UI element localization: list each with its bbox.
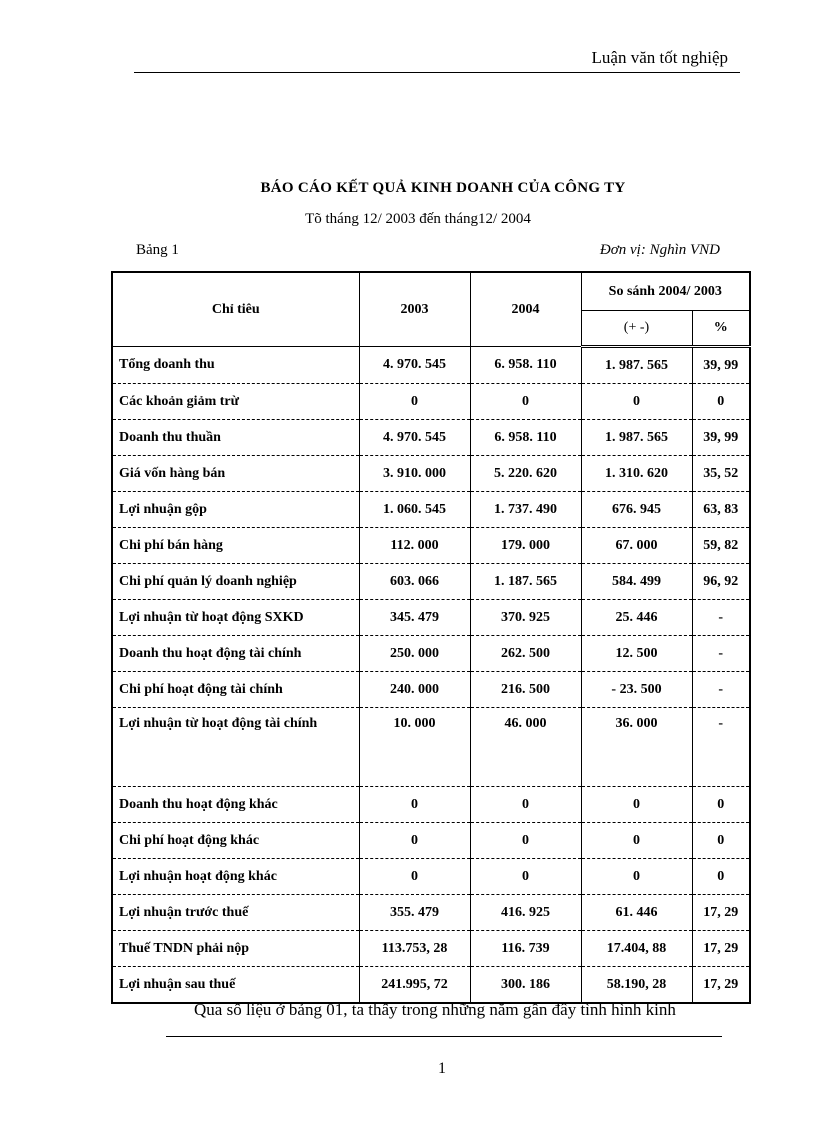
row-percent: 35, 52	[692, 456, 750, 492]
row-value-2004: 5. 220. 620	[470, 456, 581, 492]
table-row	[112, 564, 750, 600]
row-percent: 0	[692, 787, 750, 823]
row-indicator: Lợi nhuận gộp	[112, 492, 359, 528]
row-value-2004: 6. 958. 110	[470, 347, 581, 384]
row-indicator: Lợi nhuận hoạt động khác	[112, 859, 359, 895]
row-indicator: Các khoản giảm trừ	[112, 384, 359, 420]
header-difference: (+ -)	[581, 311, 692, 347]
row-value-2003: 113.753, 28	[359, 931, 470, 967]
row-difference: 25. 446	[581, 600, 692, 636]
header-percent: %	[692, 311, 750, 347]
row-value-2003: 4. 970. 545	[359, 347, 470, 384]
row-percent: 96, 92	[692, 564, 750, 600]
table-row	[112, 895, 750, 931]
row-value-2003: 112. 000	[359, 528, 470, 564]
row-difference: 0	[581, 787, 692, 823]
row-indicator: Doanh thu hoạt động khác	[112, 787, 359, 823]
table-row	[112, 384, 750, 420]
table-row	[112, 420, 750, 456]
row-difference: 58.190, 28	[581, 967, 692, 1004]
row-percent: -	[692, 600, 750, 636]
row-percent: 17, 29	[692, 967, 750, 1004]
row-indicator: Chi phí hoạt động tài chính	[112, 672, 359, 708]
unit-label: Đơn vị: Nghìn VND	[599, 242, 720, 258]
row-difference: 1. 310. 620	[581, 456, 692, 492]
table-row	[112, 859, 750, 895]
body-paragraph: Qua số liệu ở bảng 01, ta thấy trong những năm gần đây tình hình kinh	[194, 1000, 676, 1019]
row-indicator: Lợi nhuận sau thuế	[112, 967, 359, 1004]
running-header: Luận văn tốt nghiệp	[591, 48, 728, 67]
row-indicator: Lợi nhuận từ hoạt động tài chính	[112, 708, 359, 787]
row-percent: 39, 99	[692, 420, 750, 456]
row-value-2003: 0	[359, 787, 470, 823]
row-value-2003: 0	[359, 859, 470, 895]
row-indicator: Lợi nhuận trước thuế	[112, 895, 359, 931]
row-difference: 36. 000	[581, 708, 692, 787]
row-value-2003: 240. 000	[359, 672, 470, 708]
row-value-2003: 603. 066	[359, 564, 470, 600]
row-value-2003: 4. 970. 545	[359, 420, 470, 456]
row-indicator: Chi phí bán hàng	[112, 528, 359, 564]
row-difference: 12. 500	[581, 636, 692, 672]
row-value-2003: 3. 910. 000	[359, 456, 470, 492]
row-value-2004: 0	[470, 823, 581, 859]
row-indicator: Doanh thu thuần	[112, 420, 359, 456]
row-percent: 17, 29	[692, 895, 750, 931]
row-value-2004: 370. 925	[470, 600, 581, 636]
table-row	[112, 347, 750, 384]
row-difference: - 23. 500	[581, 672, 692, 708]
row-percent: 17, 29	[692, 931, 750, 967]
row-value-2003: 10. 000	[359, 708, 470, 787]
row-difference: 676. 945	[581, 492, 692, 528]
header-2003: 2003	[359, 272, 470, 347]
row-value-2004: 6. 958. 110	[470, 420, 581, 456]
row-value-2003: 0	[359, 823, 470, 859]
table-row	[112, 636, 750, 672]
row-indicator: Doanh thu hoạt động tài chính	[112, 636, 359, 672]
table-label: Bảng 1	[136, 242, 179, 258]
row-difference: 0	[581, 823, 692, 859]
row-difference: 584. 499	[581, 564, 692, 600]
row-indicator: Lợi nhuận từ hoạt động SXKD	[112, 600, 359, 636]
row-value-2004: 1. 187. 565	[470, 564, 581, 600]
row-value-2003: 345. 479	[359, 600, 470, 636]
row-value-2004: 216. 500	[470, 672, 581, 708]
row-value-2004: 46. 000	[470, 708, 581, 787]
row-value-2004: 0	[470, 384, 581, 420]
footer-rule	[166, 1036, 722, 1037]
row-percent: -	[692, 636, 750, 672]
row-percent: -	[692, 708, 750, 787]
header-2004: 2004	[470, 272, 581, 347]
table-row	[112, 708, 750, 787]
row-value-2004: 262. 500	[470, 636, 581, 672]
row-difference: 61. 446	[581, 895, 692, 931]
table-row	[112, 456, 750, 492]
row-value-2003: 1. 060. 545	[359, 492, 470, 528]
table-row	[112, 528, 750, 564]
row-difference: 0	[581, 384, 692, 420]
row-percent: 39, 99	[692, 347, 750, 384]
row-value-2004: 0	[470, 859, 581, 895]
row-value-2004: 0	[470, 787, 581, 823]
table-row	[112, 787, 750, 823]
row-indicator: Tổng doanh thu	[112, 347, 359, 384]
table-row	[112, 600, 750, 636]
row-value-2003: 241.995, 72	[359, 967, 470, 1004]
table-row	[112, 672, 750, 708]
report-title: BÁO CÁO KẾT QUẢ KINH DOANH CỦA CÔNG TY	[260, 180, 626, 196]
row-indicator: Giá vốn hàng bán	[112, 456, 359, 492]
row-difference: 67. 000	[581, 528, 692, 564]
row-percent: 0	[692, 823, 750, 859]
page-number: 1	[438, 1060, 446, 1077]
row-value-2004: 416. 925	[470, 895, 581, 931]
row-value-2004: 179. 000	[470, 528, 581, 564]
header-rule	[134, 72, 740, 73]
row-difference: 17.404, 88	[581, 931, 692, 967]
row-difference: 0	[581, 859, 692, 895]
row-percent: 0	[692, 859, 750, 895]
table-row	[112, 931, 750, 967]
row-value-2004: 300. 186	[470, 967, 581, 1004]
row-indicator: Chi phí quản lý doanh nghiệp	[112, 564, 359, 600]
income-statement-table	[111, 271, 751, 1004]
table-row	[112, 967, 750, 1004]
row-value-2003: 355. 479	[359, 895, 470, 931]
row-value-2004: 116. 739	[470, 931, 581, 967]
row-value-2003: 0	[359, 384, 470, 420]
header-comparison: So sánh 2004/ 2003	[581, 272, 750, 311]
header-indicator: Chỉ tiêu	[112, 272, 359, 347]
row-percent: 59, 82	[692, 528, 750, 564]
row-value-2003: 250. 000	[359, 636, 470, 672]
table-row	[112, 492, 750, 528]
row-percent: 63, 83	[692, 492, 750, 528]
row-percent: 0	[692, 384, 750, 420]
row-difference: 1. 987. 565	[581, 347, 692, 384]
row-indicator: Thuế TNDN phải nộp	[112, 931, 359, 967]
row-indicator: Chi phí hoạt động khác	[112, 823, 359, 859]
report-subtitle: Tõ tháng 12/ 2003 đến tháng12/ 2004	[305, 211, 531, 227]
row-percent: -	[692, 672, 750, 708]
table-row	[112, 823, 750, 859]
row-difference: 1. 987. 565	[581, 420, 692, 456]
row-value-2004: 1. 737. 490	[470, 492, 581, 528]
